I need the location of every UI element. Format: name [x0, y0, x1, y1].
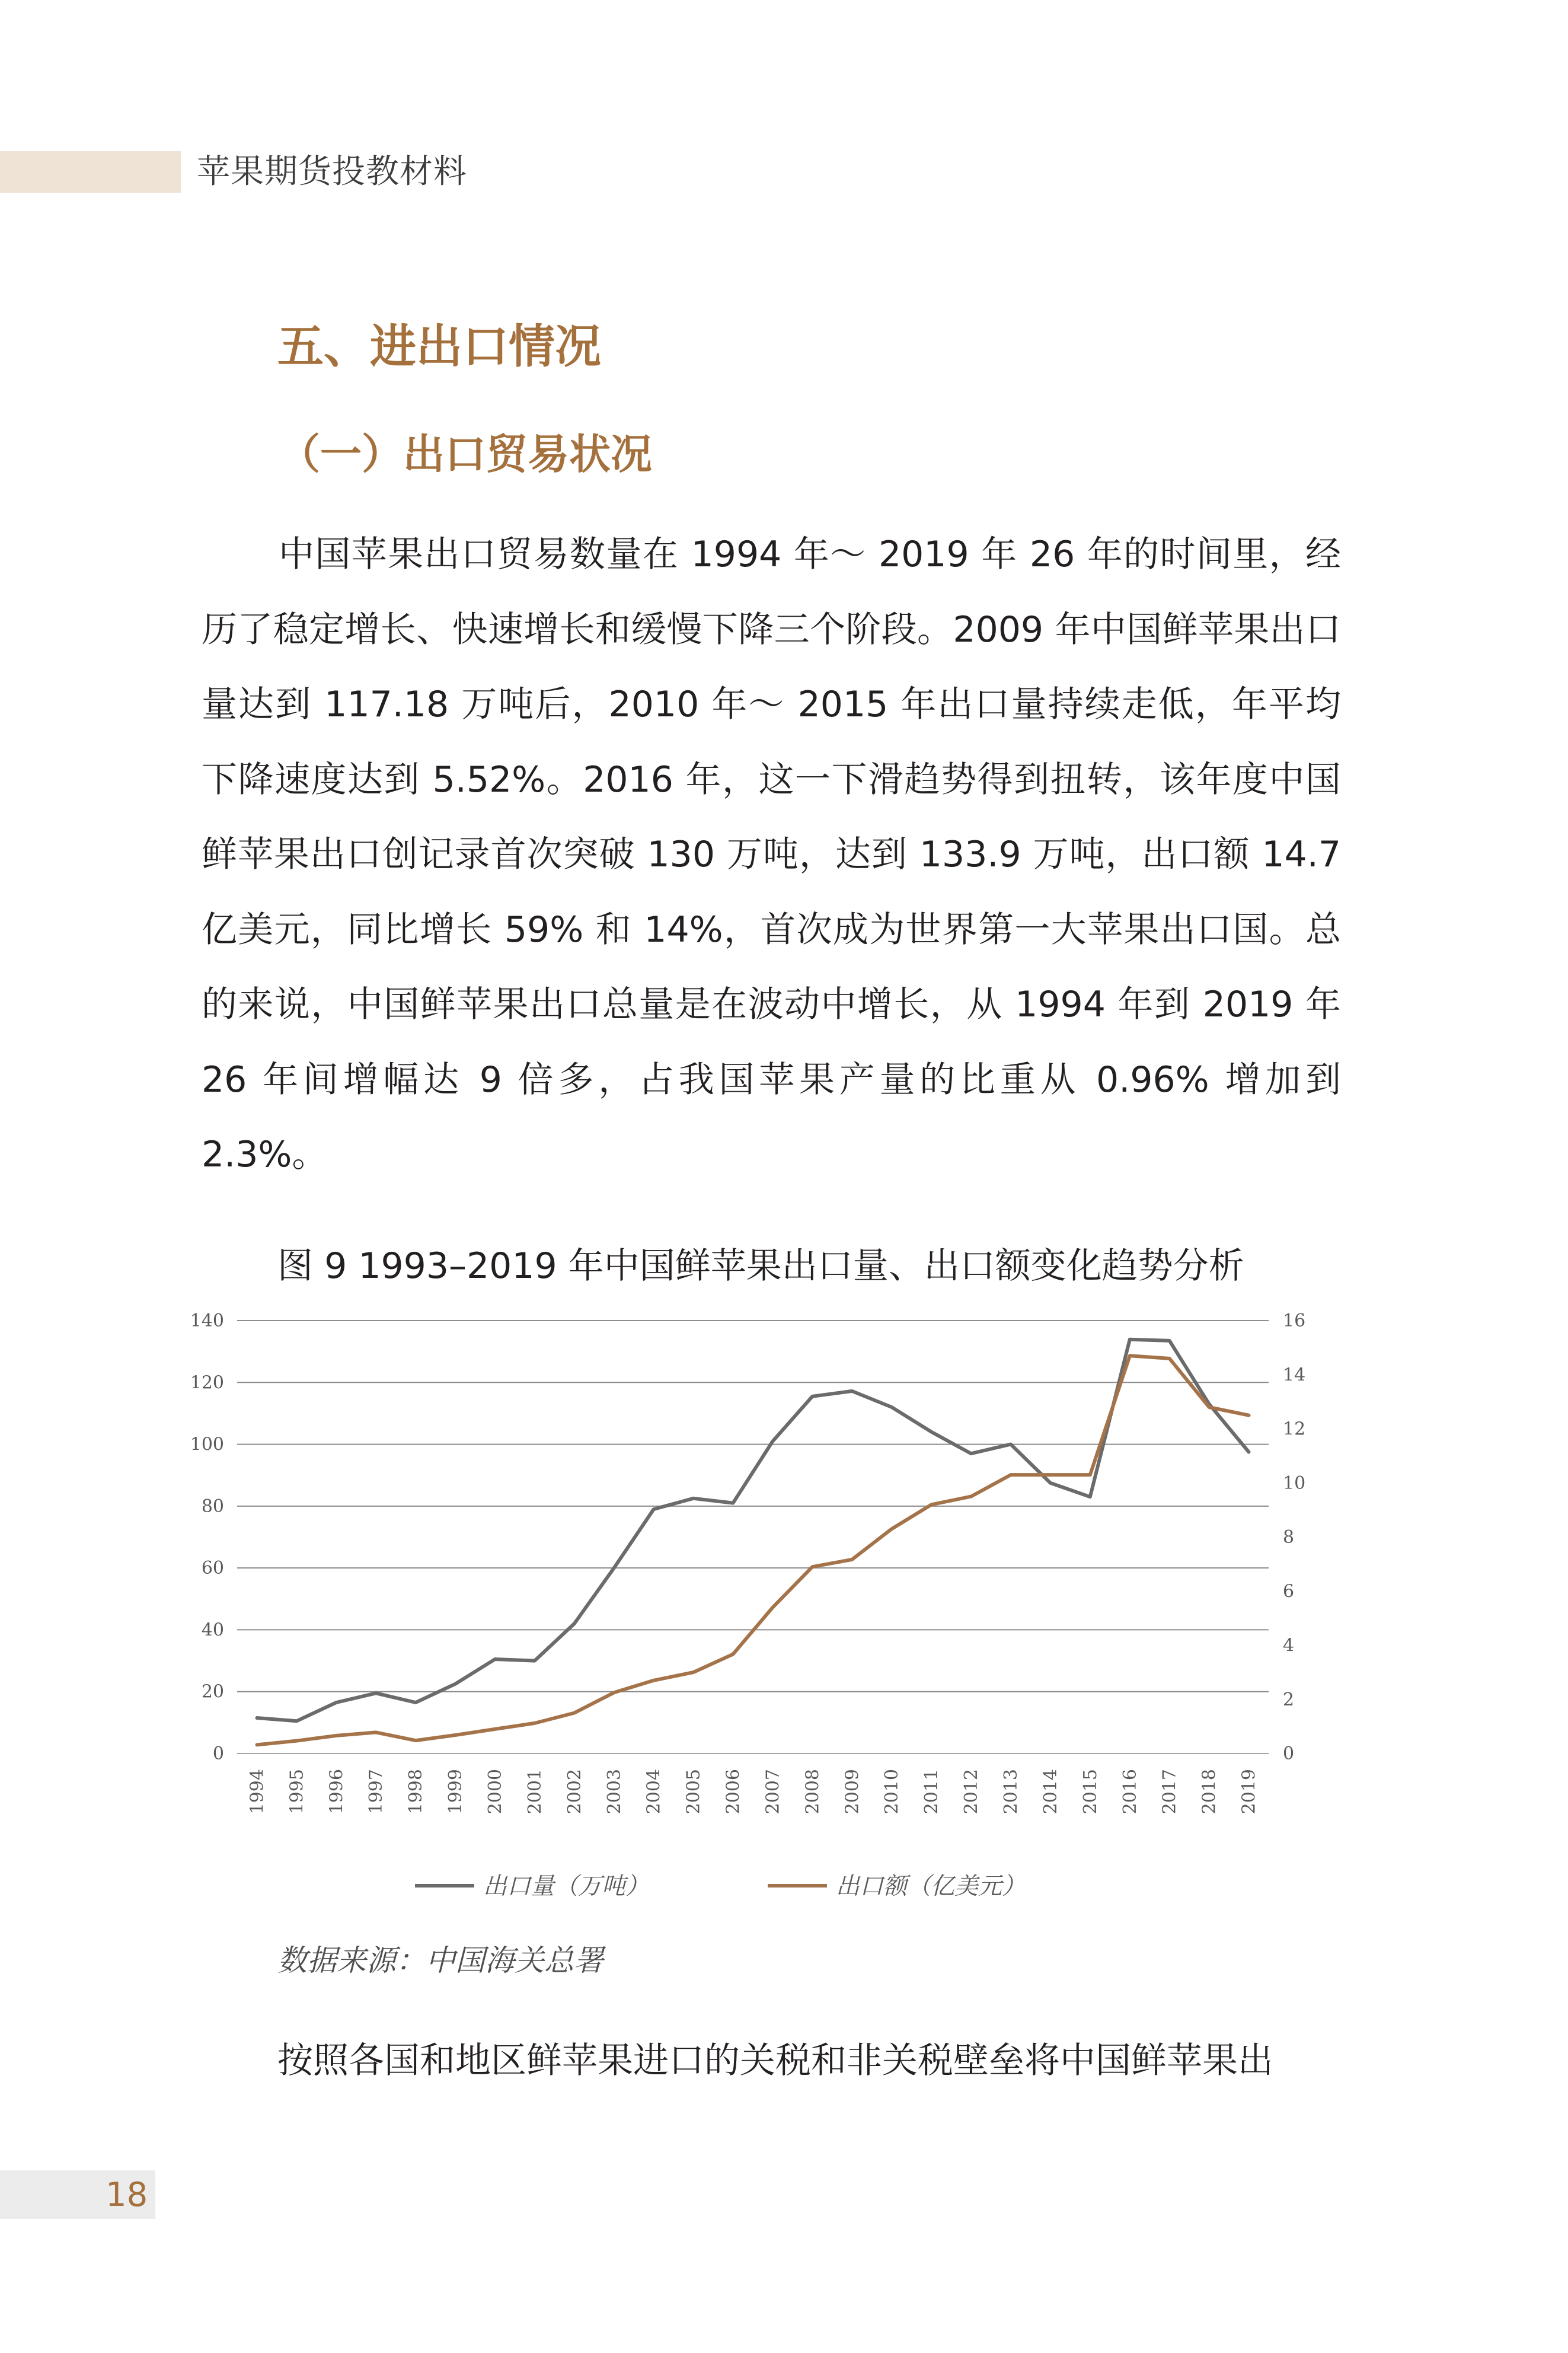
- x-axis-tick-label: 2001: [524, 1769, 545, 1815]
- chart-series: [257, 1340, 1249, 1745]
- x-axis-tick-label: 1999: [445, 1769, 467, 1815]
- left-axis-tick-label: 100: [190, 1434, 224, 1455]
- right-axis-tick-label: 0: [1283, 1743, 1295, 1764]
- next-paragraph-start: 按照各国和地区鲜苹果进口的关税和非关税壁垒将中国鲜苹果出: [277, 2040, 1273, 2081]
- right-axis-tick-label: 6: [1283, 1581, 1295, 1602]
- left-axis-tick-label: 20: [201, 1681, 224, 1702]
- right-axis-tick-label: 4: [1283, 1635, 1295, 1656]
- x-axis-tick-label: 2017: [1159, 1769, 1180, 1815]
- x-axis-tick-label: 2013: [1001, 1769, 1021, 1815]
- figure-caption: 图 9 1993–2019 年中国鲜苹果出口量、出口额变化趋势分析: [277, 1245, 1244, 1287]
- x-axis-tick-label: 1994: [247, 1769, 268, 1815]
- left-axis-tick-label: 40: [201, 1619, 224, 1641]
- x-axis-tick-label: 2010: [882, 1769, 903, 1815]
- x-axis-tick-label: 2015: [1080, 1769, 1101, 1815]
- x-axis-tick-label: 2009: [842, 1769, 863, 1815]
- x-axis-tick-label: 2019: [1238, 1769, 1260, 1815]
- data-source-note: 数据来源：中国海关总署: [277, 1943, 603, 1978]
- x-axis-tick-label: 2018: [1199, 1769, 1220, 1815]
- left-axis-tick-label: 0: [212, 1743, 224, 1764]
- x-axis-tick-label: 2008: [802, 1769, 823, 1815]
- section-title: 五、进出口情况: [277, 320, 602, 374]
- x-axis-tick-label: 2007: [762, 1769, 784, 1815]
- x-axis-tick-label: 2004: [643, 1769, 665, 1815]
- right-axis-tick-label: 16: [1283, 1311, 1306, 1331]
- legend-label: 出口量（万吨）: [483, 1873, 649, 1900]
- chart-left-axis: [190, 1311, 224, 1764]
- chart-right-axis: [1283, 1311, 1305, 1764]
- chart-gridlines: [237, 1321, 1269, 1753]
- x-axis-tick-label: 2016: [1119, 1769, 1141, 1815]
- left-axis-tick-label: 140: [190, 1311, 224, 1331]
- series-line-export-volume: [257, 1340, 1249, 1721]
- chart-x-axis: [247, 1769, 1259, 1814]
- x-axis-tick-label: 1995: [286, 1769, 308, 1815]
- left-axis-tick-label: 120: [190, 1372, 224, 1394]
- right-axis-tick-label: 12: [1283, 1418, 1306, 1440]
- x-axis-tick-label: 1996: [326, 1769, 347, 1815]
- page-number: 18: [106, 2176, 148, 2214]
- subsection-title: （一）出口贸易状况: [279, 430, 652, 479]
- x-axis-tick-label: 2003: [603, 1769, 625, 1815]
- legend-label: 出口额（亿美元）: [836, 1873, 1026, 1900]
- right-axis-tick-label: 10: [1283, 1472, 1306, 1494]
- running-header-title: 苹果期货投教材料: [197, 152, 467, 191]
- left-axis-tick-label: 80: [201, 1496, 224, 1517]
- x-axis-tick-label: 2012: [961, 1769, 982, 1815]
- x-axis-tick-label: 2014: [1040, 1769, 1061, 1815]
- x-axis-tick-label: 2000: [485, 1769, 506, 1815]
- x-axis-tick-label: 2005: [683, 1769, 704, 1815]
- x-axis-tick-label: 1998: [405, 1769, 427, 1815]
- body-paragraph: 中国苹果出口贸易数量在 1994 年～ 2019 年 26 年的时间里，经历了稳定增长、快速增长和缓慢下降三个阶段。2009 年中国鲜苹果出口量达到 117.18 万吨后，2010 年～ 2015 年出口量持续走低，年平均下降速度达到 5.52%。2016 年，这一下滑趋势得到扭转，该年度中国鲜苹果出口创记录首次突破 130 万吨，达到 133.9 万吨，出口额 14.7 亿美元，同比增长 59% 和 14%，首次成为世界第一大苹果出口国。总的来说，中国鲜苹果出口总量是在波动中增长，从 1994 年到 2019 年 26 年间增幅达 9 倍多，占我国苹果产量的比重从 0.96% 增加到 2.3%。: [202, 534, 1341, 1175]
- x-axis-tick-label: 2006: [723, 1769, 744, 1815]
- x-axis-tick-label: 1997: [366, 1769, 387, 1815]
- right-axis-tick-label: 14: [1283, 1364, 1306, 1386]
- x-axis-tick-label: 2002: [564, 1769, 585, 1815]
- series-line-export-value: [257, 1356, 1249, 1745]
- export-trend-chart: [190, 1302, 1322, 1942]
- right-axis-tick-label: 2: [1283, 1689, 1295, 1710]
- header-accent-band: [0, 151, 181, 193]
- left-axis-tick-label: 60: [201, 1558, 224, 1579]
- right-axis-tick-label: 8: [1283, 1527, 1295, 1548]
- chart-legend: [415, 1873, 1026, 1900]
- x-axis-tick-label: 2011: [921, 1769, 943, 1815]
